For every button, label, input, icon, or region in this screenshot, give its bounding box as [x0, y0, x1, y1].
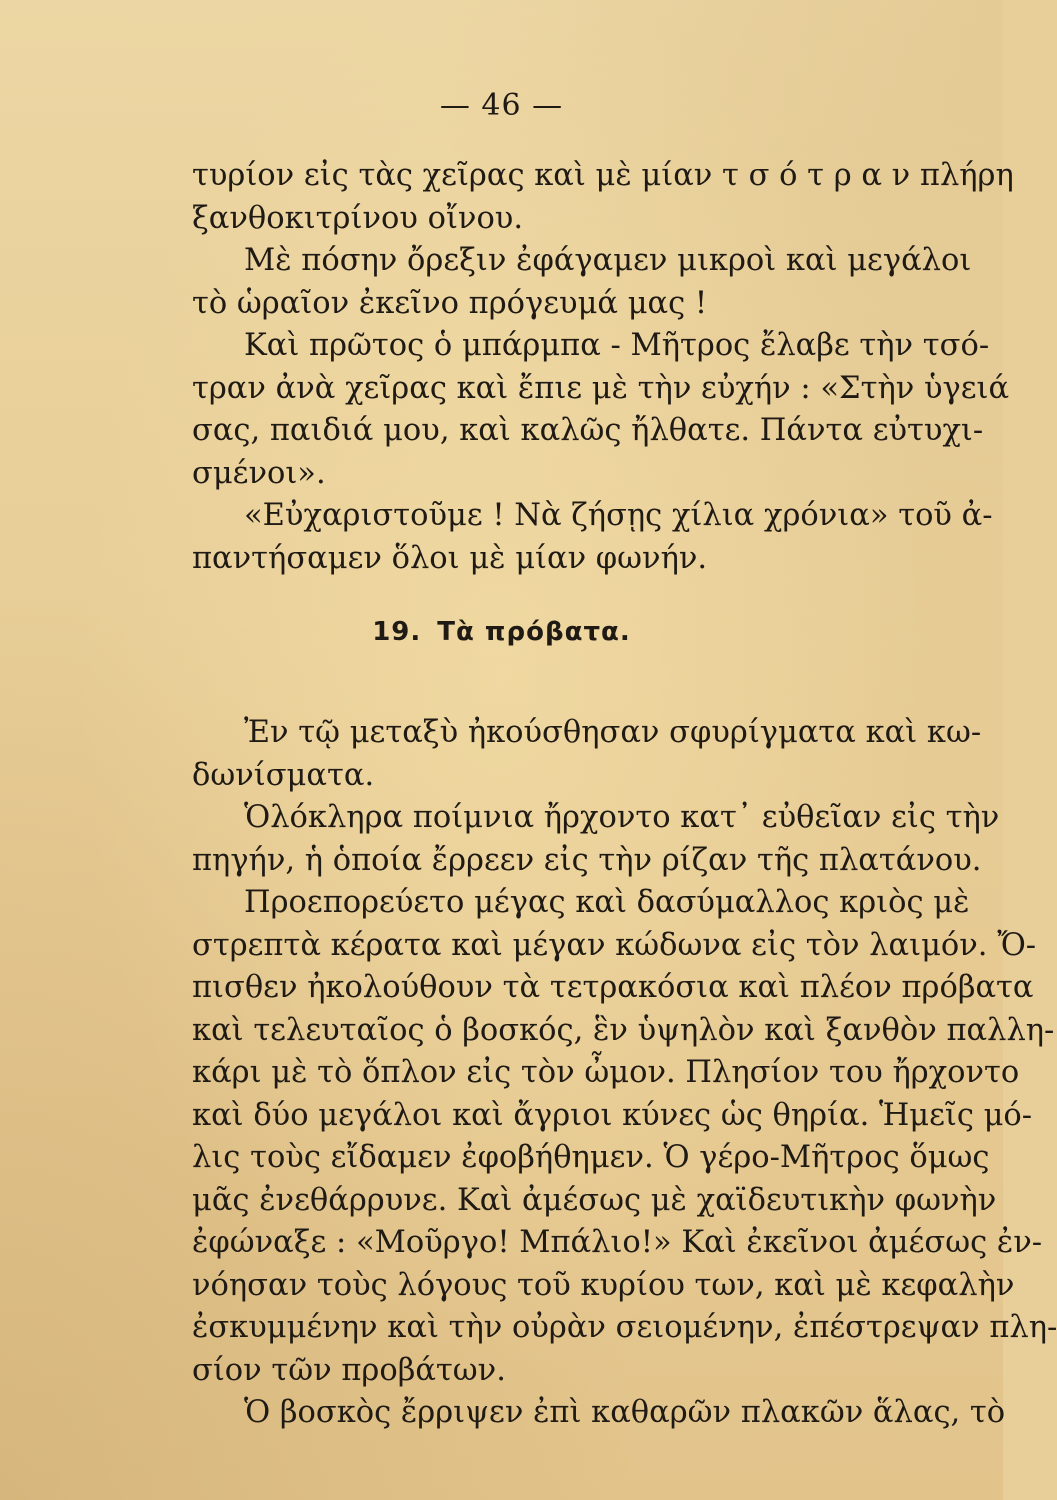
text-line: Ὁ βοσκὸς ἔρριψεν ἐπὶ καθαρῶν πλακῶν ἅλας, τὸ: [244, 1395, 1006, 1430]
passage-1: [192, 155, 1014, 580]
text-line: «Εὐχαριστοῦμε ! Νὰ ζήσῃς χίλια χρόνια» τοῦ ἀ-: [244, 498, 993, 533]
section-heading: [0, 617, 1003, 647]
text-line: σμένοι».: [192, 455, 326, 491]
text-line: στρεπτὰ κέρατα καὶ μέγαν κώδωνα εἰς τὸν λαιμόν. Ὄ-: [192, 927, 1037, 963]
text-line: Ἐν τῷ μεταξὺ ἠκούσθησαν σφυρίγματα καὶ κω-: [244, 715, 982, 750]
text-line: τραν ἀνὰ χεῖρας καὶ ἔπιε μὲ τὴν εὐχήν : «Στὴν ὑγειά: [192, 370, 1010, 406]
passage-2: [192, 712, 1057, 1435]
text-line: σίον τῶν προβάτων.: [192, 1352, 506, 1388]
text-line: Ὁλόκληρα ποίμνια ἤρχοντο κατ᾽ εὐθεῖαν εἰς τὴν: [244, 800, 1000, 835]
text-line: πηγήν, ἡ ὁποία ἔρρεεν εἰς τὴν ρίζαν τῆς πλατάνου.: [192, 842, 982, 878]
text-line: μᾶς ἐνεθάρρυνε. Καὶ ἀμέσως μὲ χαϊδευτικὴν φωνὴν: [192, 1182, 997, 1218]
text-line: δωνίσματα.: [192, 757, 375, 793]
text-line: ἐφώναξε : «Μοῦργο! Μπάλιο!» Καὶ ἐκεῖνοι ἀμέσως ἐν-: [192, 1225, 1043, 1260]
text-line: νόησαν τοὺς λόγους τοῦ κυρίου των, καὶ μὲ κεφαλὴν: [192, 1267, 1015, 1303]
section-title: Τὰ πρόβατα.: [437, 617, 631, 647]
text-line: Προεπορεύετο μέγας καὶ δασύμαλλος κριὸς μὲ: [244, 885, 970, 920]
text-line: πισθεν ἠκολούθουν τὰ τετρακόσια καὶ πλέον πρόβατα: [192, 970, 1034, 1005]
text-line: τυρίον εἰς τὰς χεῖρας καὶ μὲ μίαν τ σ ό τ ρ α ν πλήρη: [192, 158, 1014, 193]
text-line: λις τοὺς εἴδαμεν ἐφοβήθημεν. Ὁ γέρο-Μῆτρος ὅμως: [192, 1140, 990, 1175]
text-line: Μὲ πόσην ὄρεξιν ἐφάγαμεν μικροὶ καὶ μεγάλοι: [244, 243, 972, 278]
page-number: — 46 —: [439, 88, 564, 123]
section-number: 19.: [372, 617, 422, 647]
text-line: κάρι μὲ τὸ ὅπλον εἰς τὸν ὦμον. Πλησίον του ἤρχοντο: [192, 1055, 1020, 1090]
text-line: σας, παιδιά μου, καὶ καλῶς ἤλθατε. Πάντα εὐτυχι-: [192, 413, 984, 448]
text-line: τὸ ὡραῖον ἐκεῖνο πρόγευμά μας !: [192, 285, 708, 321]
text-line: Καὶ πρῶτος ὁ μπάρμπα - Μῆτρος ἔλαβε τὴν τσό-: [244, 328, 990, 363]
text-line: παντήσαμεν ὅλοι μὲ μίαν φωνήν.: [192, 540, 708, 576]
text-line: ἐσκυμμένην καὶ τὴν οὐρὰν σειομένην, ἐπέστρεψαν πλη-: [192, 1310, 1057, 1345]
text-line: ξανθοκιτρίνου οἴνου.: [192, 200, 524, 236]
text-line: καὶ δύο μεγάλοι καὶ ἄγριοι κύνες ὡς θηρία. Ἡμεῖς μό-: [192, 1097, 1033, 1133]
text-line: καὶ τελευταῖος ὁ βοσκός, ἓν ὑψηλὸν καὶ ξανθὸν παλλη-: [192, 1012, 1055, 1048]
